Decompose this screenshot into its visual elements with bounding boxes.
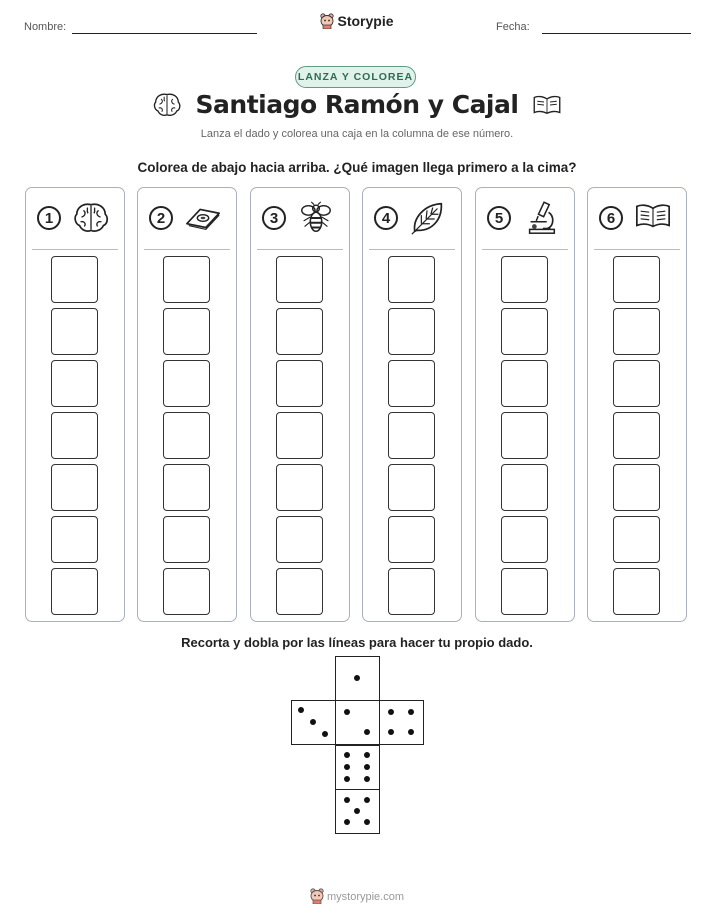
color-box[interactable] — [163, 256, 210, 303]
color-box[interactable] — [51, 464, 98, 511]
dice-face-6 — [335, 745, 380, 790]
leaf-icon — [409, 200, 447, 236]
color-box[interactable] — [163, 412, 210, 459]
color-box[interactable] — [501, 256, 548, 303]
column-6 — [587, 187, 687, 622]
color-box[interactable] — [388, 412, 435, 459]
dice-face-4 — [379, 700, 424, 745]
color-box[interactable] — [51, 516, 98, 563]
column-number: 4 — [374, 206, 398, 230]
dice-pip — [344, 797, 350, 803]
color-box[interactable] — [276, 256, 323, 303]
open-book-icon — [532, 94, 562, 116]
color-box[interactable] — [163, 516, 210, 563]
color-box[interactable] — [51, 256, 98, 303]
column-number: 2 — [149, 206, 173, 230]
bee-icon — [297, 200, 335, 236]
dice-pip — [310, 719, 316, 725]
color-box[interactable] — [388, 568, 435, 615]
column-number: 5 — [487, 206, 511, 230]
dice-pip — [364, 819, 370, 825]
dice-face-1 — [335, 656, 380, 701]
subtitle: Lanza el dado y colorea una caja en la columna de ese número. — [200, 128, 514, 140]
color-box[interactable] — [613, 308, 660, 355]
brain-icon — [152, 91, 182, 119]
column-divider — [144, 249, 230, 250]
name-label: Nombre: — [24, 21, 67, 33]
column-divider — [482, 249, 568, 250]
color-box[interactable] — [501, 464, 548, 511]
column-2 — [137, 187, 237, 622]
column-number: 1 — [37, 206, 61, 230]
color-box[interactable] — [51, 412, 98, 459]
color-box[interactable] — [613, 256, 660, 303]
column-number: 3 — [262, 206, 286, 230]
dice-pip — [344, 776, 350, 782]
dice-pip — [364, 729, 370, 735]
dice-pip — [322, 731, 328, 737]
column-3 — [250, 187, 350, 622]
dice-pip — [344, 819, 350, 825]
dice-pip — [364, 797, 370, 803]
open-book-icon — [634, 200, 672, 236]
footer — [0, 888, 714, 907]
brain-icon — [72, 200, 110, 236]
dice-pip — [364, 764, 370, 770]
column-4 — [362, 187, 462, 622]
color-box[interactable] — [163, 308, 210, 355]
column-1 — [25, 187, 125, 622]
color-box[interactable] — [276, 464, 323, 511]
color-box[interactable] — [51, 360, 98, 407]
instruction: Colorea de abajo hacia arriba. ¿Qué imagen llega primero a la cima? — [137, 160, 577, 175]
title-text: Santiago Ramón y Cajal — [195, 90, 519, 119]
color-box[interactable] — [51, 308, 98, 355]
column-divider — [369, 249, 455, 250]
name-line — [72, 33, 257, 34]
column-5 — [475, 187, 575, 622]
dice-pip — [388, 729, 394, 735]
color-box[interactable] — [613, 464, 660, 511]
microscope-slide-icon — [184, 200, 222, 236]
dice-pip — [344, 709, 350, 715]
color-box[interactable] — [501, 516, 548, 563]
color-box[interactable] — [276, 308, 323, 355]
color-box[interactable] — [163, 360, 210, 407]
color-box[interactable] — [51, 568, 98, 615]
dice-pip — [298, 707, 304, 713]
color-box[interactable] — [501, 308, 548, 355]
color-box[interactable] — [276, 568, 323, 615]
color-box[interactable] — [388, 516, 435, 563]
dice-pip — [354, 675, 360, 681]
color-box[interactable] — [613, 568, 660, 615]
color-box[interactable] — [276, 412, 323, 459]
color-box[interactable] — [501, 360, 548, 407]
dice-pip — [344, 752, 350, 758]
color-box[interactable] — [613, 516, 660, 563]
color-box[interactable] — [276, 516, 323, 563]
date-label: Fecha: — [496, 21, 530, 33]
dice-pip — [364, 752, 370, 758]
dice-pip — [354, 808, 360, 814]
dice-pip — [388, 709, 394, 715]
activity-badge: LANZA Y COLOREA — [295, 66, 416, 88]
column-divider — [32, 249, 118, 250]
dice-face-5 — [335, 789, 380, 834]
color-box[interactable] — [388, 360, 435, 407]
column-number: 6 — [599, 206, 623, 230]
dice-face-2 — [335, 700, 380, 745]
brand-name: Storypie — [337, 13, 394, 29]
color-box[interactable] — [163, 568, 210, 615]
date-line — [542, 33, 691, 34]
color-box[interactable] — [501, 568, 548, 615]
page-title — [0, 90, 714, 119]
dice-pip — [408, 729, 414, 735]
dice-pip — [364, 776, 370, 782]
mascot-icon — [320, 13, 334, 32]
color-box[interactable] — [501, 412, 548, 459]
footer-url: mystorypie.com — [326, 891, 405, 903]
color-box[interactable] — [613, 360, 660, 407]
color-box[interactable] — [163, 464, 210, 511]
color-box[interactable] — [276, 360, 323, 407]
dice-face-3 — [291, 700, 336, 745]
column-divider — [594, 249, 680, 250]
dice-pip — [408, 709, 414, 715]
microscope-icon — [522, 200, 560, 236]
cut-instruction: Recorta y dobla por las líneas para hacer tu propio dado. — [181, 635, 533, 650]
column-divider — [257, 249, 343, 250]
mascot-icon — [310, 888, 324, 907]
color-box[interactable] — [388, 308, 435, 355]
color-box[interactable] — [388, 256, 435, 303]
dice-pip — [344, 764, 350, 770]
color-box[interactable] — [388, 464, 435, 511]
color-box[interactable] — [613, 412, 660, 459]
brand-logo — [0, 13, 714, 32]
